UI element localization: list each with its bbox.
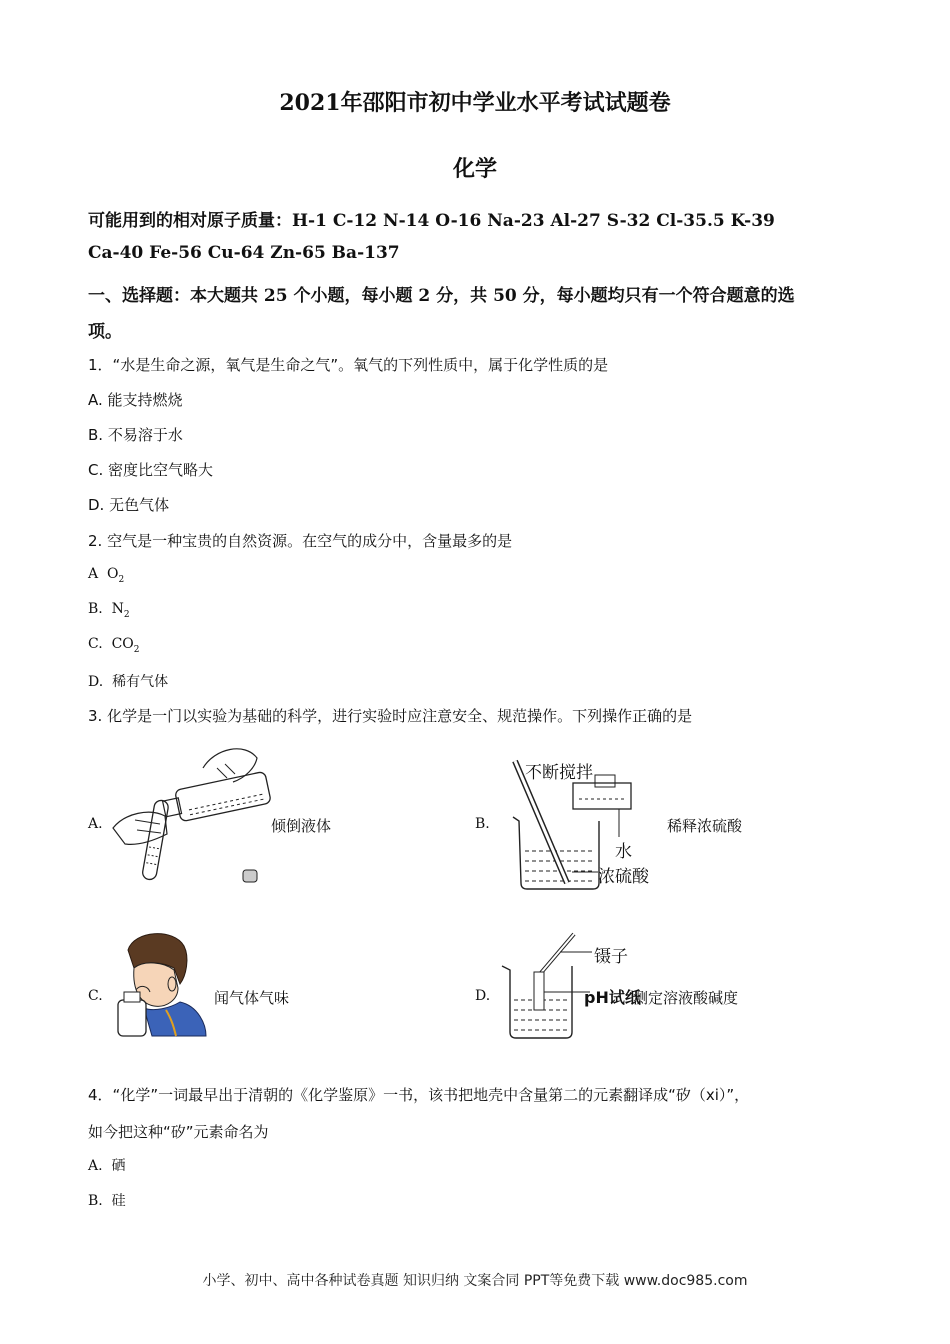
question-1-stem: 1．“水是生命之源，氧气是生命之气”。氧气的下列性质中，属于化学性质的是	[88, 356, 609, 374]
option-text: 硒	[111, 1158, 126, 1174]
formula-text: O	[107, 566, 119, 582]
option-letter: A	[88, 566, 99, 582]
formula-text: CO	[111, 636, 134, 652]
question-4-option-a	[88, 1155, 125, 1175]
atomic-masses-line2: Ca-40 Fe-56 Cu-64 Zn-65 Ba-137	[88, 243, 400, 263]
question-1-option-a: A. 能支持燃烧	[88, 391, 183, 409]
question-2-option-d	[88, 671, 168, 691]
formula-subscript: 2	[133, 644, 140, 655]
question-3-option-c-caption: 闻气体气味	[214, 989, 290, 1007]
subject-title: 化学	[452, 156, 497, 182]
formula-subscript: 2	[118, 574, 125, 585]
tweezers-label: 镊子	[594, 947, 628, 967]
option-text: 硅	[111, 1193, 126, 1209]
question-2-option-c	[88, 636, 140, 655]
question-4-stem-line2: 如今把这种“矽”元素命名为	[88, 1123, 269, 1141]
option-letter: D.	[88, 674, 104, 690]
question-4-stem-line1: 4．“化学”一词最早出于清朝的《化学鉴原》一书，该书把地壳中含量第二的元素翻译成“矽（xi）”，	[88, 1086, 750, 1104]
option-letter: B.	[88, 601, 103, 617]
option-letter: B.	[88, 1193, 103, 1209]
question-3-option-a-caption: 倾倒液体	[271, 817, 332, 835]
question-2-option-a	[88, 566, 124, 585]
question-2-stem: 2. 空气是一种宝贵的自然资源。在空气的成分中，含量最多的是	[88, 532, 513, 550]
section-heading-line2: 项。	[88, 322, 122, 342]
stir-continuously-label: 不断搅拌	[525, 763, 593, 783]
question-3-option-b-caption: 稀释浓硫酸	[667, 817, 743, 835]
question-3-option-c-letter: C.	[88, 988, 103, 1004]
question-4-option-b	[88, 1190, 126, 1210]
option-letter: A.	[88, 1158, 103, 1174]
question-1-option-d: D. 无色气体	[88, 496, 170, 514]
formula-subscript: 2	[123, 609, 130, 620]
question-3-option-a-letter: A.	[88, 816, 103, 832]
ph-paper-label: pH试纸	[584, 988, 641, 1007]
question-3-option-d-caption: 测定溶液酸碱度	[633, 989, 739, 1007]
section-heading-line1: 一、选择题：本大题共 25 个小题，每小题 2 分，共 50 分，每小题均只有一个符合题意的选	[88, 286, 795, 306]
pouring-liquid-illustration	[105, 738, 275, 890]
question-3-option-b-letter: B.	[475, 816, 490, 832]
exam-title: 2021年邵阳市初中学业水平考试试题卷	[279, 90, 671, 116]
question-1-option-c: C. 密度比空气略大	[88, 461, 214, 479]
question-3-option-d-letter: D.	[475, 988, 491, 1004]
question-2-option-b	[88, 601, 130, 620]
question-1-option-b: B. 不易溶于水	[88, 426, 183, 444]
conc-acid-label: 浓硫酸	[598, 867, 649, 887]
water-label: 水	[615, 842, 632, 862]
atomic-masses-line1: 可能用到的相对原子质量：H-1 C-12 N-14 O-16 Na-23 Al-27 S-32 Cl-35.5 K-39	[88, 211, 775, 231]
question-3-stem: 3. 化学是一门以实验为基础的科学，进行实验时应注意安全、规范操作。下列操作正确的是	[88, 707, 693, 725]
option-letter: C.	[88, 636, 103, 652]
smelling-gas-illustration	[114, 928, 209, 1038]
formula-text: N	[111, 601, 124, 617]
option-text: 稀有气体	[112, 674, 169, 690]
footer-promo-text: 小学、初中、高中各种试卷真题 知识归纳 文案合同 PPT等免费下载 www.doc985.com	[202, 1273, 748, 1289]
